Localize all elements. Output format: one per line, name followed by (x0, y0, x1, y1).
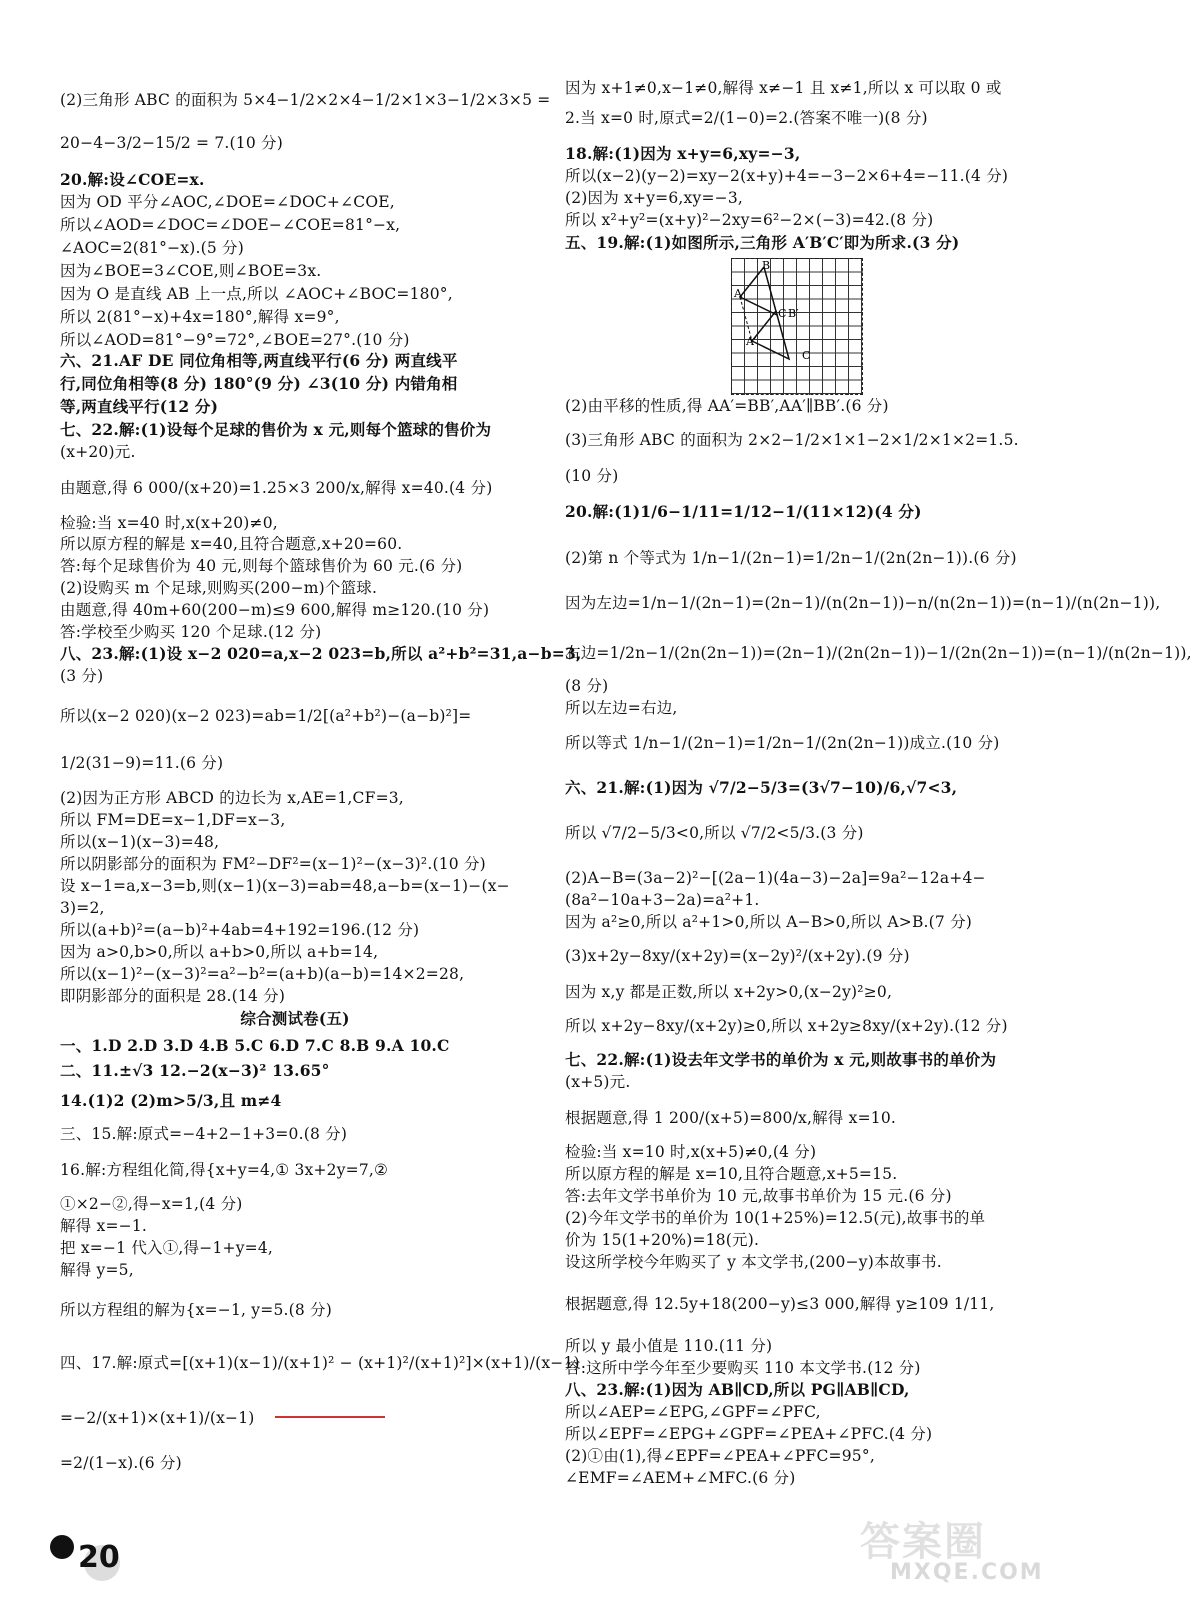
text-line: 3)=2, (60, 899, 105, 917)
text-line: 所以 y 最小值是 110.(11 分) (565, 1337, 773, 1355)
text-line: 16.解:方程组化简,得{x+y=4,① 3x+2y=7,② (60, 1161, 389, 1179)
section-title: 综合测试卷(五) (240, 1009, 350, 1028)
watermark-url: MXQE.COM (890, 1560, 1044, 1585)
text-line: 20.解:设∠COE=x. (60, 170, 205, 189)
text-line: 根据题意,得 12.5y+18(200−y)≤3 000,解得 y≥109 1/11, (565, 1295, 995, 1313)
svg-text:A′: A′ (746, 335, 757, 348)
text-line: (10 分) (565, 467, 619, 485)
page-number: 20 (78, 1540, 120, 1575)
text-line: 所以阴影部分的面积为 FM²−DF²=(x−1)²−(x−3)².(10 分) (60, 855, 486, 873)
text-line: 右边=1/2n−1/(2n(2n−1))=(2n−1)/(2n(2n−1))−1/(2n(2n−1))=(n−1)/(n(2n−1)), (565, 644, 1192, 662)
svg-text:B′: B′ (788, 307, 799, 320)
text-line: (2)①由(1),得∠EPF=∠PEA+∠PFC=95°, (565, 1447, 875, 1465)
text-line: 三、15.解:原式=−4+2−1+3=0.(8 分) (60, 1125, 348, 1143)
text-line: 所以(x−2 020)(x−2 023)=ab=1/2[(a²+b²)−(a−b)²]= (60, 707, 472, 725)
text-line: ∠AOC=2(81°−x).(5 分) (60, 239, 245, 257)
text-line: 解得 y=5, (60, 1261, 134, 1279)
text-line: 因为左边=1/n−1/(2n−1)=(2n−1)/(n(2n−1))−n/(n(2n−1))=(n−1)/(n(2n−1)), (565, 594, 1161, 612)
text-line: (2)因为 x+y=6,xy=−3, (565, 189, 744, 207)
text-line: 2.当 x=0 时,原式=2/(1−0)=2.(答案不唯一)(8 分) (565, 109, 928, 127)
text-line: 一、1.D 2.D 3.D 4.B 5.C 6.D 7.C 8.B 9.A 10.C (60, 1036, 450, 1055)
text-line: 等,两直线平行(12 分) (60, 397, 219, 416)
text-line: 1/2(31−9)=11.(6 分) (60, 754, 224, 772)
text-line: 所以等式 1/n−1/(2n−1)=1/2n−1/(2n(2n−1))成立.(10 分) (565, 734, 1000, 752)
text-line: 六、21.解:(1)因为 √7/2−5/3=(3√7−10)/6,√7<3, (565, 778, 958, 797)
text-line: ①×2−②,得−x=1,(4 分) (60, 1195, 243, 1213)
text-line: 检验:当 x=40 时,x(x+20)≠0, (60, 514, 278, 532)
text-line: 因为∠BOE=3∠COE,则∠BOE=3x. (60, 262, 322, 280)
text-line: 五、19.解:(1)如图所示,三角形 A′B′C′即为所求.(3 分) (565, 233, 960, 252)
svg-text:B: B (762, 259, 771, 272)
text-line: 答:学校至少购买 120 个足球.(12 分) (60, 623, 322, 641)
text-line: 所以(x−2)(y−2)=xy−2(x+y)+4=−3−2×6+4=−11.(4 分) (565, 167, 1009, 185)
text-line: (2)因为正方形 ABCD 的边长为 x,AE=1,CF=3, (60, 789, 404, 807)
text-line: 所以∠AEP=∠EPG,∠GPF=∠PFC, (565, 1403, 821, 1421)
text-line: 因为 a>0,b>0,所以 a+b>0,所以 a+b=14, (60, 943, 379, 961)
text-line: 根据题意,得 1 200/(x+5)=800/x,解得 x=10. (565, 1109, 897, 1127)
text-line: 因为 a²≥0,所以 a²+1>0,所以 A−B>0,所以 A>B.(7 分) (565, 913, 973, 931)
text-line: (3 分) (60, 667, 104, 685)
text-line: 检验:当 x=10 时,x(x+5)≠0,(4 分) (565, 1143, 817, 1161)
text-line: 把 x=−1 代入①,得−1+y=4, (60, 1239, 274, 1257)
text-line: 由题意,得 6 000/(x+20)=1.25×3 200/x,解得 x=40.(4 分) (60, 479, 493, 497)
text-line: 18.解:(1)因为 x+y=6,xy=−3, (565, 144, 801, 163)
text-line: (2)三角形 ABC 的面积为 5×4−1/2×2×4−1/2×1×3−1/2×3×5 = (60, 91, 551, 109)
text-line: 价为 15(1+20%)=18(元). (565, 1231, 760, 1249)
text-line: 20.解:(1)1/6−1/11=1/12−1/(11×12)(4 分) (565, 502, 922, 521)
text-line: 由题意,得 40m+60(200−m)≤9 600,解得 m≥120.(10 分) (60, 601, 490, 619)
text-line: 因为 x,y 都是正数,所以 x+2y>0,(x−2y)²≥0, (565, 983, 893, 1001)
text-line: (2)A−B=(3a−2)²−[(2a−1)(4a−3)−2a]=9a²−12a+4− (565, 869, 986, 887)
text-line: (8a²−10a+3−2a)=a²+1. (565, 891, 760, 909)
text-line: 所以 x+2y−8xy/(x+2y)≥0,所以 x+2y≥8xy/(x+2y).(12 分) (565, 1017, 1008, 1035)
text-line: 因为 x+1≠0,x−1≠0,解得 x≠−1 且 x≠1,所以 x 可以取 0 或 (565, 79, 1002, 97)
text-line: 答:去年文学书单价为 10 元,故事书单价为 15 元.(6 分) (565, 1187, 952, 1205)
text-line: 所以原方程的解是 x=10,且符合题意,x+5=15. (565, 1165, 898, 1183)
svg-text:C: C (802, 349, 811, 362)
text-line: 二、11.±√3 12.−2(x−3)² 13.65° (60, 1061, 330, 1080)
text-line: 所以∠EPF=∠EPG+∠GPF=∠PEA+∠PFC.(4 分) (565, 1425, 933, 1443)
text-line: 答:每个足球售价为 40 元,则每个篮球售价为 60 元.(6 分) (60, 557, 463, 575)
text-line: 六、21.AF DE 同位角相等,两直线平行(6 分) 两直线平 (60, 351, 458, 370)
text-line: 八、23.解:(1)因为 AB∥CD,所以 PG∥AB∥CD, (565, 1380, 910, 1399)
text-line: 设 x−1=a,x−3=b,则(x−1)(x−3)=ab=48,a−b=(x−1)−(x− (60, 877, 510, 895)
watermark: 答案圈 (860, 1519, 986, 1565)
text-line: =2/(1−x).(6 分) (60, 1454, 182, 1472)
text-line: 所以 FM=DE=x−1,DF=x−3, (60, 811, 286, 829)
text-line: 四、17.解:原式=[(x+1)(x−1)/(x+1)² − (x+1)²/(x+1)²]×(x+1)/(x−1) (60, 1354, 580, 1372)
text-line: 因为 O 是直线 AB 上一点,所以 ∠AOC+∠BOC=180°, (60, 285, 453, 303)
text-line: 所以(x−1)(x−3)=48, (60, 833, 220, 851)
text-line: 所以(x−1)²−(x−3)²=a²−b²=(a+b)(a−b)=14×2=28, (60, 965, 465, 983)
text-line: (2)今年文学书的单价为 10(1+25%)=12.5(元),故事书的单 (565, 1209, 986, 1227)
text-line: 行,同位角相等(8 分) 180°(9 分) ∠3(10 分) 内错角相 (60, 374, 458, 393)
text-line: 七、22.解:(1)设每个足球的售价为 x 元,则每个篮球的售价为 (60, 420, 492, 439)
text-line: (x+20)元. (60, 443, 136, 461)
text-line: 即阴影部分的面积是 28.(14 分) (60, 987, 286, 1005)
text-line: 所以(a+b)²=(a−b)²+4ab=4+192=196.(12 分) (60, 921, 420, 939)
svg-text:A: A (734, 287, 742, 300)
text-line: 答:这所中学今年至少要购买 110 本文学书.(12 分) (565, 1359, 921, 1377)
text-line: (2)由平移的性质,得 AA′=BB′,AA′∥BB′.(6 分) (565, 397, 889, 415)
text-line: 所以方程组的解为{x=−1, y=5.(8 分) (60, 1301, 333, 1319)
text-line: 所以 2(81°−x)+4x=180°,解得 x=9°, (60, 308, 340, 326)
text-line: (x+5)元. (565, 1073, 631, 1091)
text-line: (3)三角形 ABC 的面积为 2×2−1/2×1×1−2×1/2×1×2=1.5. (565, 431, 1019, 449)
text-line: 所以左边=右边, (565, 699, 678, 717)
text-line: 所以原方程的解是 x=40,且符合题意,x+20=60. (60, 535, 403, 553)
text-line: 所以∠AOD=81°−9°=72°,∠BOE=27°.(10 分) (60, 331, 410, 349)
text-line: 20−4−3/2−15/2 = 7.(10 分) (60, 134, 283, 152)
text-line: =−2/(x+1)×(x+1)/(x−1) (60, 1409, 255, 1427)
text-line: 八、23.解:(1)设 x−2 020=a,x−2 023=b,所以 a²+b²=31,a−b=3, (60, 644, 582, 663)
text-line: 所以 x²+y²=(x+y)²−2xy=6²−2×(−3)=42.(8 分) (565, 211, 934, 229)
page-marker-icon (50, 1535, 74, 1559)
text-line: (2)设购买 m 个足球,则购买(200−m)个篮球. (60, 579, 378, 597)
translation-grid-figure (731, 258, 863, 395)
svg-text:C: C (778, 307, 787, 320)
red-divider (275, 1416, 385, 1418)
text-line: (2)第 n 个等式为 1/n−1/(2n−1)=1/2n−1/(2n(2n−1)).(6 分) (565, 549, 1017, 567)
text-line: 设这所学校今年购买了 y 本文学书,(200−y)本故事书. (565, 1253, 942, 1271)
text-line: (3)x+2y−8xy/(x+2y)=(x−2y)²/(x+2y).(9 分) (565, 947, 910, 965)
text-line: ∠EMF=∠AEM+∠MFC.(6 分) (565, 1469, 796, 1487)
text-line: 解得 x=−1. (60, 1217, 148, 1235)
triangle-figure (732, 259, 862, 394)
text-line: 14.(1)2 (2)m>5/3,且 m≠4 (60, 1091, 282, 1110)
text-line: 所以 √7/2−5/3<0,所以 √7/2<5/3.(3 分) (565, 824, 864, 842)
text-line: 因为 OD 平分∠AOC,∠DOE=∠DOC+∠COE, (60, 193, 395, 211)
text-line: 七、22.解:(1)设去年文学书的单价为 x 元,则故事书的单价为 (565, 1050, 997, 1069)
text-line: (8 分) (565, 677, 609, 695)
text-line: 所以∠AOD=∠DOC=∠DOE−∠COE=81°−x, (60, 216, 401, 234)
